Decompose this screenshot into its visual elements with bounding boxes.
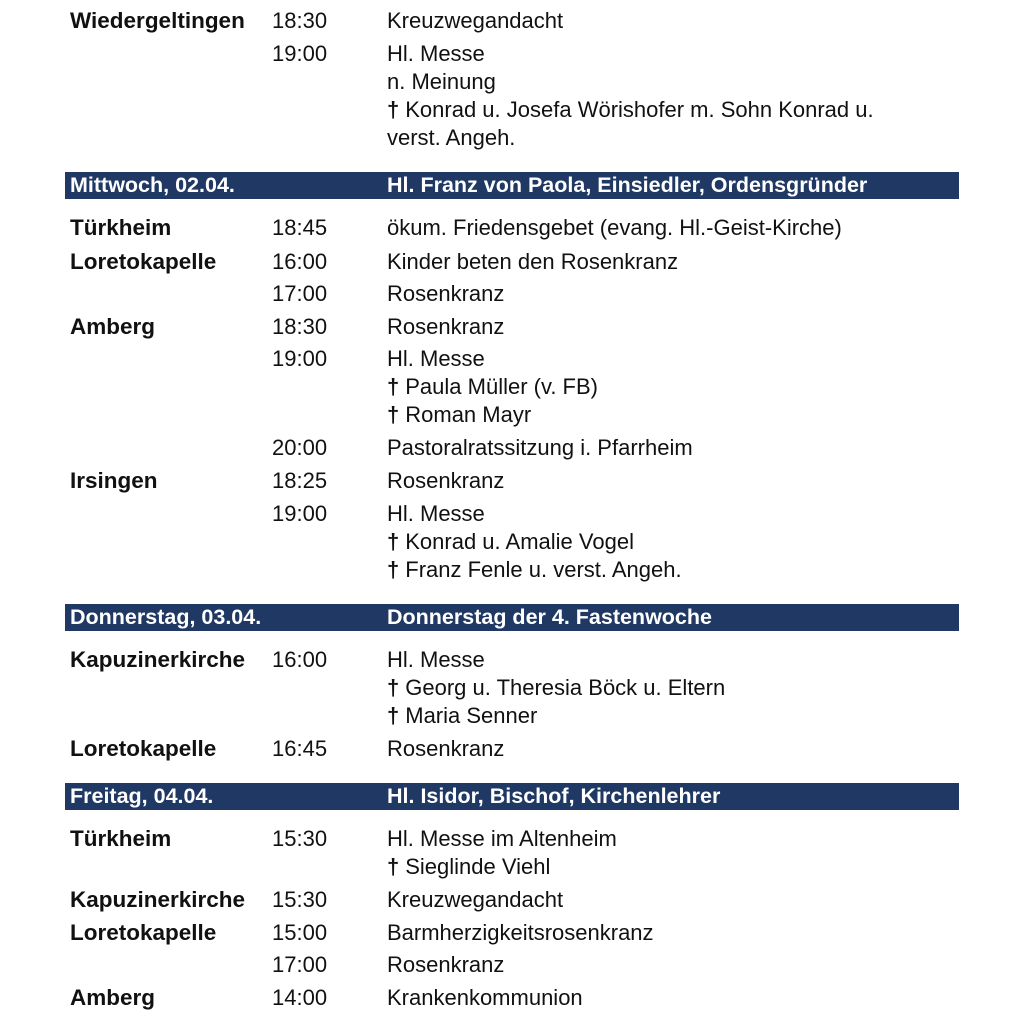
entry-text: verst. Angeh. [387, 125, 516, 150]
entry-text: Konrad u. Amalie Vogel [405, 529, 634, 554]
memorial-entry [387, 675, 725, 701]
entry-text: Konrad u. Josefa Wörishofer m. Sohn Konrad u. [405, 97, 874, 122]
time-label: 18:45 [272, 215, 328, 240]
entry-text: Hl. Messe [387, 346, 485, 371]
time-label: 19:00 [272, 501, 328, 526]
location-label: Amberg [70, 314, 156, 339]
entry-text: Pastoralratssitzung i. Pfarrheim [387, 435, 693, 460]
cross-icon: † [387, 529, 400, 554]
entry-text: Kreuzwegandacht [387, 887, 564, 912]
day-header-bar [65, 172, 959, 199]
entry-text: Rosenkranz [387, 314, 505, 339]
location-label: Loretokapelle [70, 736, 217, 761]
schedule-row [0, 314, 1024, 344]
time-label: 19:00 [272, 346, 328, 371]
time-label: 16:00 [272, 647, 328, 672]
schedule-row [0, 41, 1024, 71]
schedule-row [0, 402, 1024, 432]
cross-icon: † [387, 557, 400, 582]
time-label: 19:00 [272, 41, 328, 66]
entry-text: Roman Mayr [405, 402, 532, 427]
schedule-row [0, 69, 1024, 99]
entry-text: Rosenkranz [387, 736, 505, 761]
memorial-entry [387, 374, 598, 400]
schedule-row [0, 215, 1024, 245]
day-label: Mittwoch, 02.04. [70, 173, 235, 197]
schedule-row [0, 952, 1024, 982]
cross-icon: † [387, 402, 400, 427]
memorial-entry [387, 97, 874, 123]
time-label: 18:25 [272, 468, 328, 493]
memorial-entry [387, 854, 550, 880]
schedule-row [0, 887, 1024, 917]
cross-icon: † [387, 97, 400, 122]
location-label: Kapuzinerkirche [70, 647, 246, 672]
entry-text: Rosenkranz [387, 281, 505, 306]
schedule-row [0, 249, 1024, 279]
schedule-row [0, 557, 1024, 587]
entry-text: Hl. Messe [387, 501, 485, 526]
time-label: 18:30 [272, 314, 328, 339]
entry-text: Kinder beten den Rosenkranz [387, 249, 679, 274]
schedule-row [0, 281, 1024, 311]
location-label: Kapuzinerkirche [70, 887, 246, 912]
location-label: Loretokapelle [70, 249, 217, 274]
time-label: 17:00 [272, 952, 328, 977]
time-label: 15:30 [272, 887, 328, 912]
schedule-row [0, 826, 1024, 856]
memorial-entry [387, 703, 537, 729]
entry-text: ökum. Friedensgebet (evang. Hl.-Geist-Kirche) [387, 215, 842, 240]
time-label: 14:00 [272, 985, 328, 1010]
memorial-entry [387, 557, 682, 583]
cross-icon: † [387, 703, 400, 728]
entry-text: Krankenkommunion [387, 985, 583, 1010]
location-label: Amberg [70, 985, 156, 1010]
feast-label: Donnerstag der 4. Fastenwoche [387, 605, 712, 629]
time-label: 16:00 [272, 249, 328, 274]
entry-text: Hl. Messe [387, 647, 485, 672]
feast-label: Hl. Isidor, Bischof, Kirchenlehrer [387, 784, 721, 808]
day-header-bar [65, 604, 959, 631]
schedule-row [0, 920, 1024, 950]
location-label: Loretokapelle [70, 920, 217, 945]
schedule-row [0, 675, 1024, 705]
cross-icon: † [387, 374, 400, 399]
memorial-entry [387, 402, 531, 428]
schedule-row [0, 346, 1024, 376]
day-label: Freitag, 04.04. [70, 784, 214, 808]
entry-text: n. Meinung [387, 69, 496, 94]
entry-text: Barmherzigkeitsrosenkranz [387, 920, 654, 945]
time-label: 15:30 [272, 826, 328, 851]
time-label: 20:00 [272, 435, 328, 460]
entry-text: Sieglinde Viehl [405, 854, 551, 879]
schedule-row [0, 736, 1024, 766]
entry-text: Franz Fenle u. verst. Angeh. [405, 557, 682, 582]
schedule-row [0, 501, 1024, 531]
schedule-row [0, 854, 1024, 884]
schedule-row [0, 529, 1024, 559]
cross-icon: † [387, 854, 400, 879]
entry-text: Rosenkranz [387, 468, 505, 493]
entry-text: Maria Senner [405, 703, 538, 728]
time-label: 17:00 [272, 281, 328, 306]
schedule-row [0, 125, 1024, 155]
location-label: Irsingen [70, 468, 158, 493]
schedule-row [0, 985, 1024, 1015]
entry-text: Georg u. Theresia Böck u. Eltern [405, 675, 726, 700]
entry-text: Paula Müller (v. FB) [405, 374, 598, 399]
location-label: Türkheim [70, 215, 172, 240]
cross-icon: † [387, 675, 400, 700]
schedule-row [0, 468, 1024, 498]
time-label: 16:45 [272, 736, 328, 761]
feast-label: Hl. Franz von Paola, Einsiedler, Ordensgründer [387, 173, 868, 197]
schedule-row [0, 647, 1024, 677]
schedule-row [0, 435, 1024, 465]
location-label: Wiedergeltingen [70, 8, 245, 33]
entry-text: Hl. Messe [387, 41, 485, 66]
schedule-row [0, 703, 1024, 733]
time-label: 18:30 [272, 8, 328, 33]
schedule-row [0, 374, 1024, 404]
memorial-entry [387, 529, 634, 555]
time-label: 15:00 [272, 920, 328, 945]
entry-text: Rosenkranz [387, 952, 505, 977]
day-label: Donnerstag, 03.04. [70, 605, 262, 629]
entry-text: Kreuzwegandacht [387, 8, 564, 33]
entry-text: Hl. Messe im Altenheim [387, 826, 617, 851]
day-header-bar [65, 783, 959, 810]
schedule-row [0, 8, 1024, 38]
schedule-row [0, 97, 1024, 127]
location-label: Türkheim [70, 826, 172, 851]
